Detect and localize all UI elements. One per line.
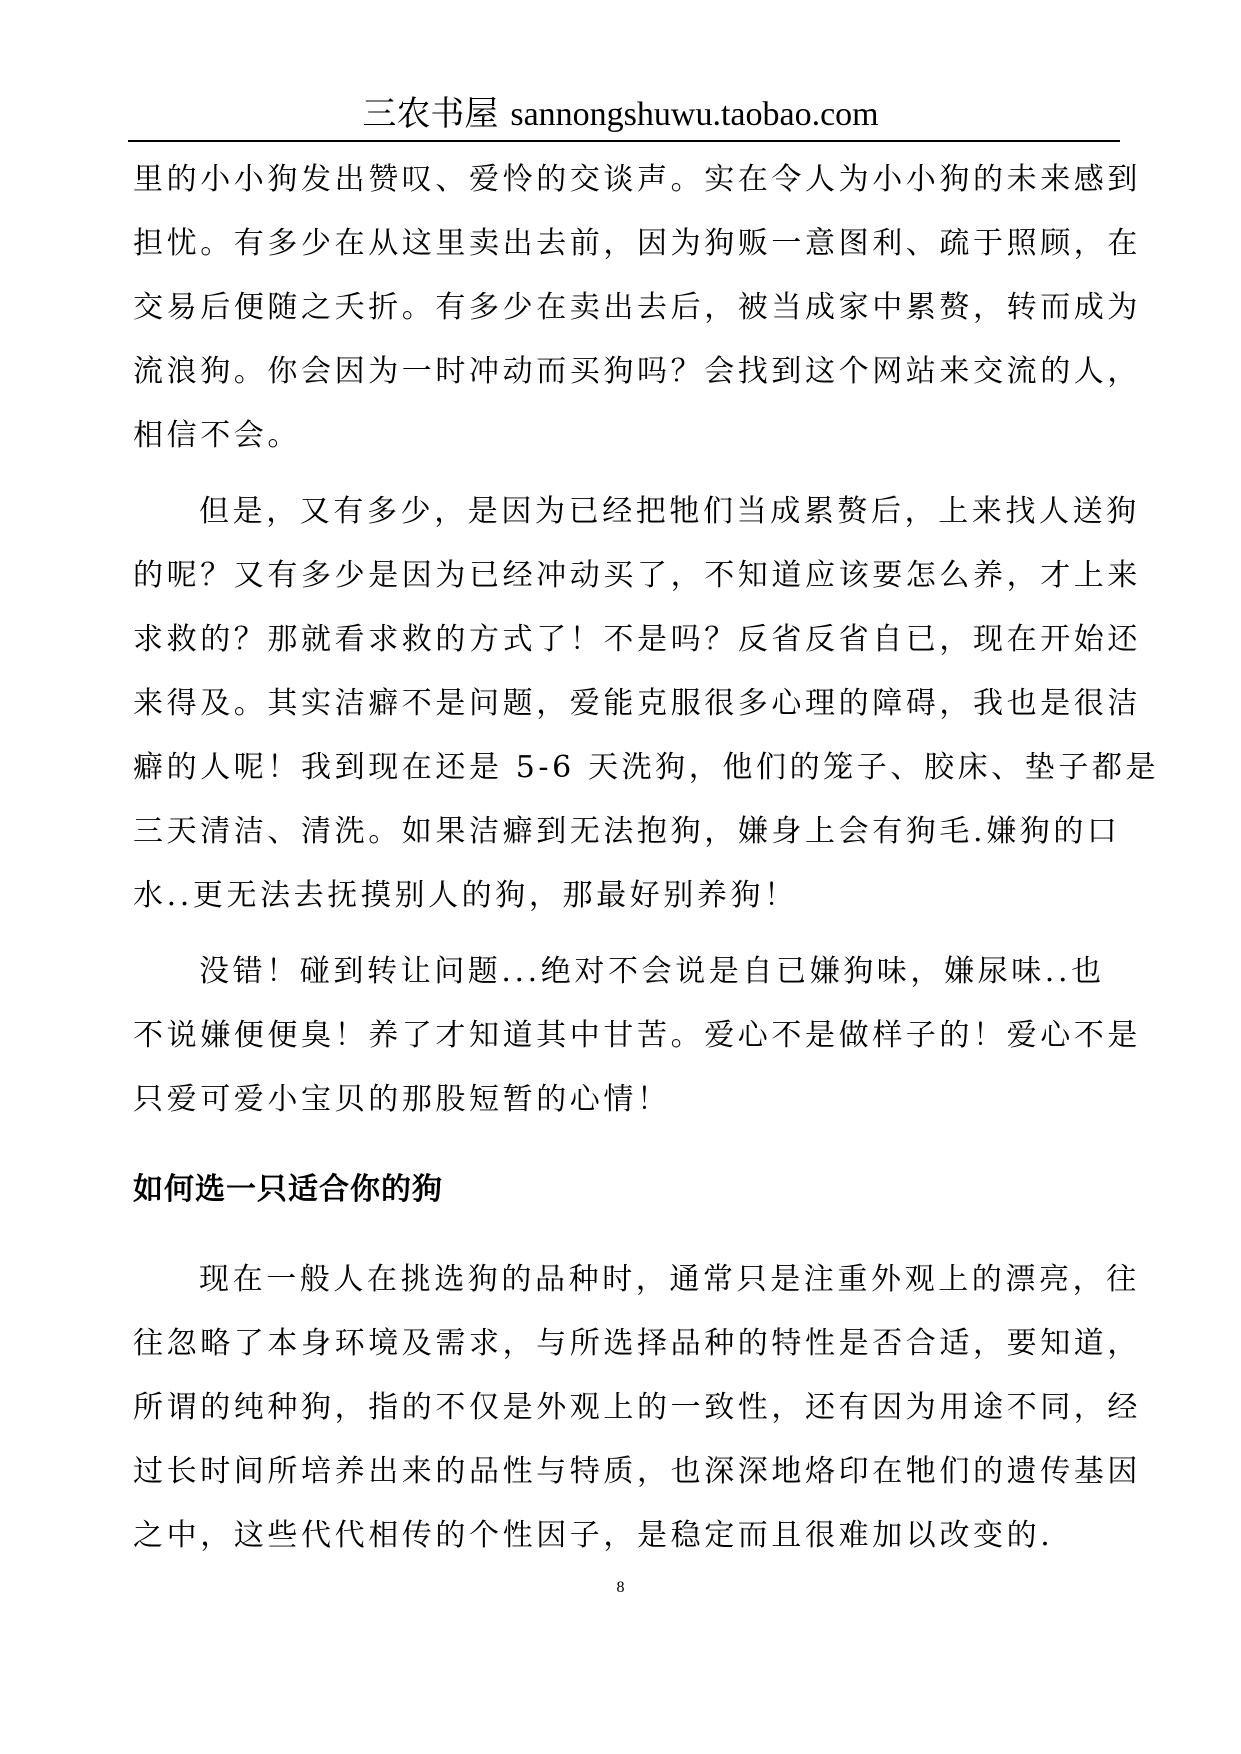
shop-url: sannongshuwu.taobao.com	[510, 96, 879, 133]
text-line: 所谓的纯种狗，指的不仅是外观上的一致性，还有因为用途不同，经	[133, 1390, 1141, 1425]
page-number: 8	[616, 1579, 625, 1596]
text-line: 交易后便随之夭折。有多少在卖出去后，被当成家中累赘，转而成为	[133, 290, 1141, 325]
text-line: 水..更无法去抚摸别人的狗，那最好别养狗！	[133, 878, 798, 913]
text-line: 担忧。有多少在从这里卖出去前，因为狗贩一意图利、疏于照顾，在	[133, 226, 1141, 261]
page-body	[133, 148, 1160, 1568]
text-line: 不说嫌便便臭！养了才知道其中甘苦。爱心不是做样子的！爱心不是	[133, 1018, 1141, 1053]
text-line: 现在一般人在挑选狗的品种时，通常只是注重外观上的漂亮，往	[199, 1262, 1140, 1297]
paragraph-transfer	[133, 940, 1141, 1132]
shop-name: 三农书屋	[362, 94, 499, 134]
paragraph-choosing	[133, 1248, 1141, 1568]
text-line: 没错！碰到转让问题...绝对不会说是自已嫌狗味，嫌尿味..也	[199, 954, 1105, 989]
text-line: 之中，这些代代相传的个性因子，是稳定而且很难加以改变的.	[133, 1518, 1054, 1553]
text-line: 来得及。其实洁癖不是问题，爱能克服很多心理的障碍，我也是很洁	[133, 686, 1141, 721]
page-header	[0, 92, 1241, 137]
paragraph-cleanliness	[133, 480, 1160, 928]
section-heading: 如何选一只适合你的狗	[133, 1172, 443, 1207]
text-line: 相信不会。	[133, 418, 301, 453]
header-rule	[128, 140, 1120, 142]
text-line: 过长时间所培养出来的品性与特质，也深深地烙印在牠们的遗传基因	[133, 1454, 1141, 1489]
paragraph-continued	[133, 148, 1141, 468]
text-line: 里的小小狗发出赞叹、爱怜的交谈声。实在令人为小小狗的未来感到	[133, 162, 1141, 197]
text-line: 往忽略了本身环境及需求，与所选择品种的特性是否合适，要知道，	[133, 1326, 1141, 1361]
text-line: 癖的人呢！我到现在还是 5-6 天洗狗，他们的笼子、胶床、垫子都是	[133, 750, 1160, 785]
text-line: 但是，又有多少，是因为已经把牠们当成累赘后，上来找人送狗	[199, 494, 1140, 529]
text-line: 求救的？那就看求救的方式了！不是吗？反省反省自已，现在开始还	[133, 622, 1141, 657]
text-line: 三天清洁、清洗。如果洁癖到无法抱狗，嫌身上会有狗毛.嫌狗的口	[133, 814, 1121, 849]
text-line: 的呢？又有多少是因为已经冲动买了，不知道应该要怎么养，才上来	[133, 558, 1141, 593]
text-line: 只爱可爱小宝贝的那股短暂的心情！	[133, 1082, 671, 1117]
text-line: 流浪狗。你会因为一时冲动而买狗吗？会找到这个网站来交流的人，	[133, 354, 1141, 389]
